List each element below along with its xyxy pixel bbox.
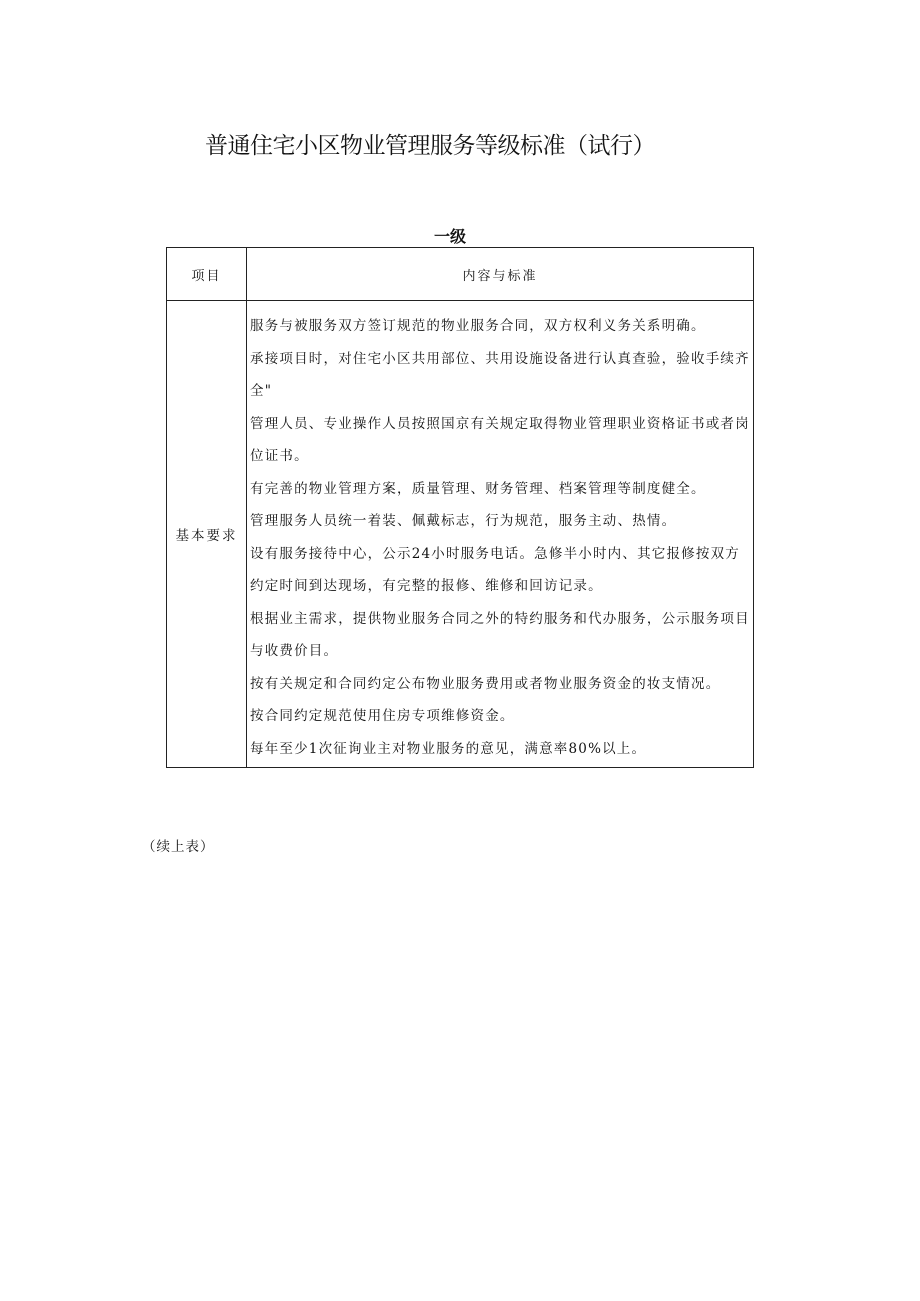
header-content: 内容与标准: [247, 248, 754, 301]
level-heading: 一级: [434, 227, 467, 246]
standards-table: [166, 247, 754, 768]
requirement-item: 管理人员、专业操作人员按照国京有关规定取得物业管理职业资格证书或者岗位证书。: [250, 415, 750, 464]
table-row: [167, 301, 754, 768]
requirement-item: 管理服务人员统一着装、佩戴标志，行为规范，服务主动、热情。: [250, 513, 677, 529]
requirement-item: 有完善的物业管理方案，质量管理、财务管理、档案管理等制度健全。: [250, 480, 706, 497]
row-item-label: 基本要求: [167, 301, 247, 768]
header-item: 项目: [167, 248, 247, 301]
requirement-item: 按合同约定规范使用住房专项维修资金。: [250, 708, 515, 724]
requirement-item: 按有关规定和合同约定公布物业服务费用或者物业服务资金的妆支情况。: [250, 675, 721, 692]
continuation-note: （续上表）: [142, 839, 215, 855]
document-title: 普通住宅小区物业管理服务等级标准（试行）: [205, 133, 655, 159]
requirement-item: 设有服务接待中心，公示24小时服务电话。急修半小时内、其它报修按双方约定时间到达现场，有完整的报修、维修和回访记录。: [250, 545, 740, 594]
requirement-item: 服务与被服务双方签订规范的物业服务合同，双方权利义务关系明确。: [250, 318, 706, 334]
requirement-item: 承接项目时，对住宅小区共用部位、共用设施设备进行认真查验，验收手续齐全": [250, 350, 750, 399]
requirement-item: 每年至少1次征询业主对物业服务的意见，满意率80%以上。: [250, 740, 647, 757]
requirement-item: 根据业主需求，提供物业服务合同之外的特约服务和代办服务，公示服务项目与收费价目。: [250, 610, 750, 659]
row-content: [247, 301, 754, 768]
table-header-row: [167, 248, 754, 301]
